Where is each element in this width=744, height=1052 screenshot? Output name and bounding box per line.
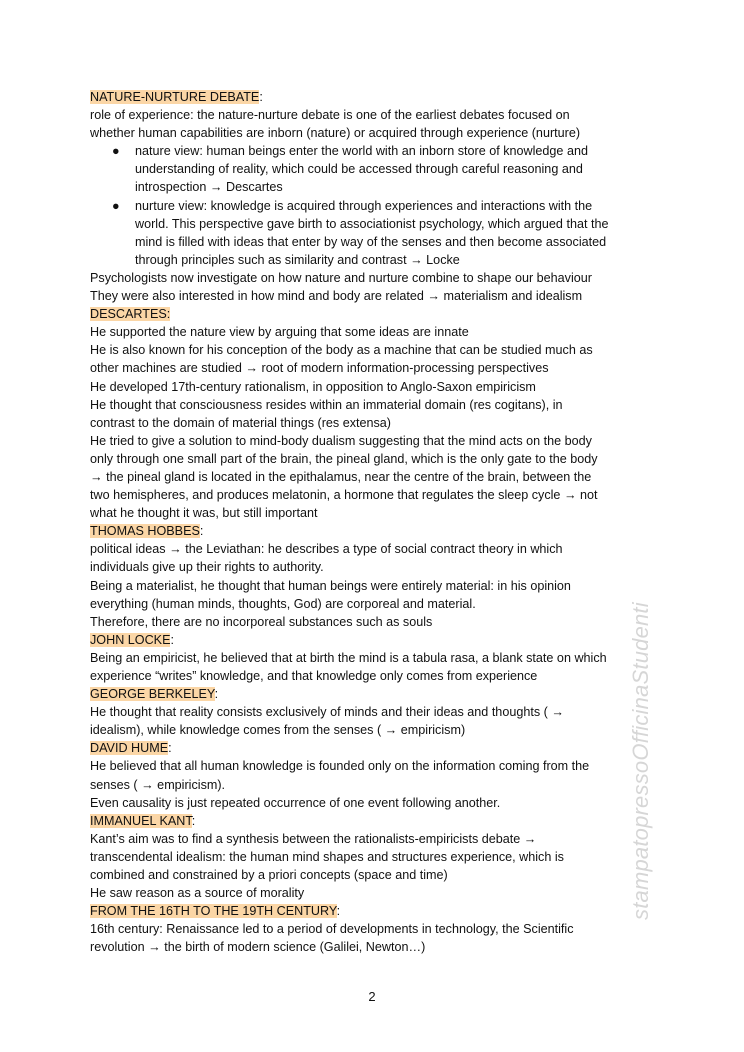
heading-highlight: DESCARTES: — [90, 307, 171, 322]
section-heading-hobbes — [90, 522, 660, 540]
bullet-line: introspection → Descartes — [135, 180, 283, 195]
bullet-icon: ● — [112, 198, 120, 213]
heading-colon: : — [170, 632, 174, 647]
paragraph-line: individuals give up their rights to authority. — [90, 560, 324, 575]
bullet-line: nurture view: knowledge is acquired through experiences and interactions with the — [135, 198, 593, 213]
bullet-line: world. This perspective gave birth to associationist psychology, which argued that the — [135, 216, 609, 231]
paragraph-line: He developed 17th-century rationalism, in opposition to Anglo-Saxon empiricism — [90, 379, 536, 394]
paragraph-line: whether human capabilities are inborn (nature) or acquired through experience (nurture) — [90, 126, 581, 141]
section-heading-hume — [90, 739, 660, 757]
paragraph-line: Therefore, there are no incorporeal substances such as souls — [90, 614, 433, 629]
paragraph-line: They were also interested in how mind and body are related → materialism and idealism — [90, 289, 583, 304]
paragraph-line: He saw reason as a source of morality — [90, 886, 305, 901]
paragraph-line: other machines are studied → root of modern information-processing perspectives — [90, 361, 549, 376]
paragraph-line: two hemispheres, and produces melatonin, a hormone that regulates the sleep cycle → not — [90, 488, 598, 503]
heading-highlight: JOHN LOCKE — [90, 632, 171, 647]
paragraph-line: He tried to give a solution to mind-body dualism suggesting that the mind acts on the body — [90, 433, 592, 448]
paragraph-line: senses ( → empiricism). — [90, 777, 226, 792]
paragraph-line: experience “writes” knowledge, and that knowledge only comes from experience — [90, 669, 538, 683]
paragraph-line: Being an empiricist, he believed that at birth the mind is a tabula rasa, a blank state on which — [90, 650, 607, 665]
paragraph-line: He thought that reality consists exclusively of minds and their ideas and thoughts ( → — [90, 705, 564, 720]
paragraph-line: transcendental idealism: the human mind shapes and structures experience, which is — [90, 849, 564, 864]
bullet-item-nature-view — [90, 142, 660, 196]
paragraph-line: Being a materialist, he thought that human beings were entirely material: in his opinion — [90, 578, 571, 593]
bullet-line: understanding of reality, which could be accessed through careful reasoning and — [135, 162, 583, 177]
heading-colon: : — [199, 524, 204, 539]
paragraph-line: He believed that all human knowledge is founded only on the information coming from the — [90, 759, 590, 774]
heading-highlight: THOMAS HOBBES — [90, 524, 200, 539]
paragraph-line: → the pineal gland is located in the epithalamus, near the centre of the brain, between the — [90, 469, 592, 484]
section-heading-kant — [90, 812, 660, 830]
paragraph-line: role of experience: the nature-nurture debate is one of the earliest debates focused on — [90, 108, 570, 123]
bullet-item-nurture-view — [90, 197, 660, 269]
heading-colon: : — [259, 90, 263, 104]
heading-colon: : — [214, 687, 219, 702]
paragraph-line: idealism), while knowledge comes from the senses ( → empiricism) — [90, 723, 466, 738]
bullet-line: through principles such as similarity and contrast → Locke — [135, 252, 460, 267]
page-number: 2 — [368, 989, 376, 1004]
paragraph-line: He is also known for his conception of the body as a machine that can be studied much as — [90, 343, 593, 358]
paragraph-line: everything (human minds, thoughts, God) are corporeal and material. — [90, 596, 476, 611]
paragraph-line: revolution → the birth of modern science (Galilei, Newton…) — [90, 940, 426, 955]
paragraph-line: Kant’s aim was to find a synthesis between the rationalists-empiricists debate → — [90, 831, 537, 846]
paragraph-line: only through one small part of the brain, the pineal gland, which is the only gate to the body — [90, 451, 598, 466]
paragraph-line: 16th century: Renaissance led to a period of developments in technology, the Scientific — [90, 922, 574, 937]
heading-colon: : — [336, 904, 341, 919]
heading-highlight: NATURE-NURTURE DEBATE — [90, 90, 260, 104]
bullet-line: mind is filled with ideas that enter by way of the senses and then become associated — [135, 234, 607, 249]
bullet-icon: ● — [112, 144, 120, 159]
paragraph-line: Psychologists now investigate on how nature and nurture combine to shape our behaviour — [90, 270, 592, 285]
heading-colon: : — [191, 813, 196, 828]
paragraph-line: He supported the nature view by arguing that some ideas are innate — [90, 325, 469, 340]
paragraph-line: combined and constrained by a priori concepts (space and time) — [90, 868, 448, 883]
section-heading-locke — [90, 631, 660, 649]
paragraph-line: political ideas → the Leviathan: he describes a type of social contract theory in which — [90, 542, 563, 557]
bullet-line: nature view: human beings enter the world with an inborn store of knowledge and — [135, 144, 588, 159]
paragraph-line: He thought that consciousness resides within an immaterial domain (res cogitans), in — [90, 397, 563, 412]
paragraph-line: Even causality is just repeated occurrence of one event following another. — [90, 795, 501, 810]
heading-highlight: IMMANUEL KANT — [90, 813, 192, 828]
section-heading-berkeley — [90, 685, 660, 703]
section-heading-descartes — [90, 305, 660, 323]
heading-highlight: FROM THE 16TH TO THE 19TH CENTURY — [90, 904, 337, 919]
paragraph-line: contrast to the domain of material things (res extensa) — [90, 415, 391, 430]
section-heading-nature-nurture — [90, 88, 660, 106]
heading-highlight: DAVID HUME — [90, 741, 169, 756]
section-heading-century — [90, 902, 660, 920]
heading-colon: : — [168, 741, 172, 756]
watermark: stampatopressoOfficinaStudenti — [628, 602, 653, 920]
heading-highlight: GEORGE BERKELEY — [90, 687, 215, 702]
document-body — [90, 88, 660, 957]
paragraph-line: what he thought it was, but still important — [90, 506, 318, 521]
